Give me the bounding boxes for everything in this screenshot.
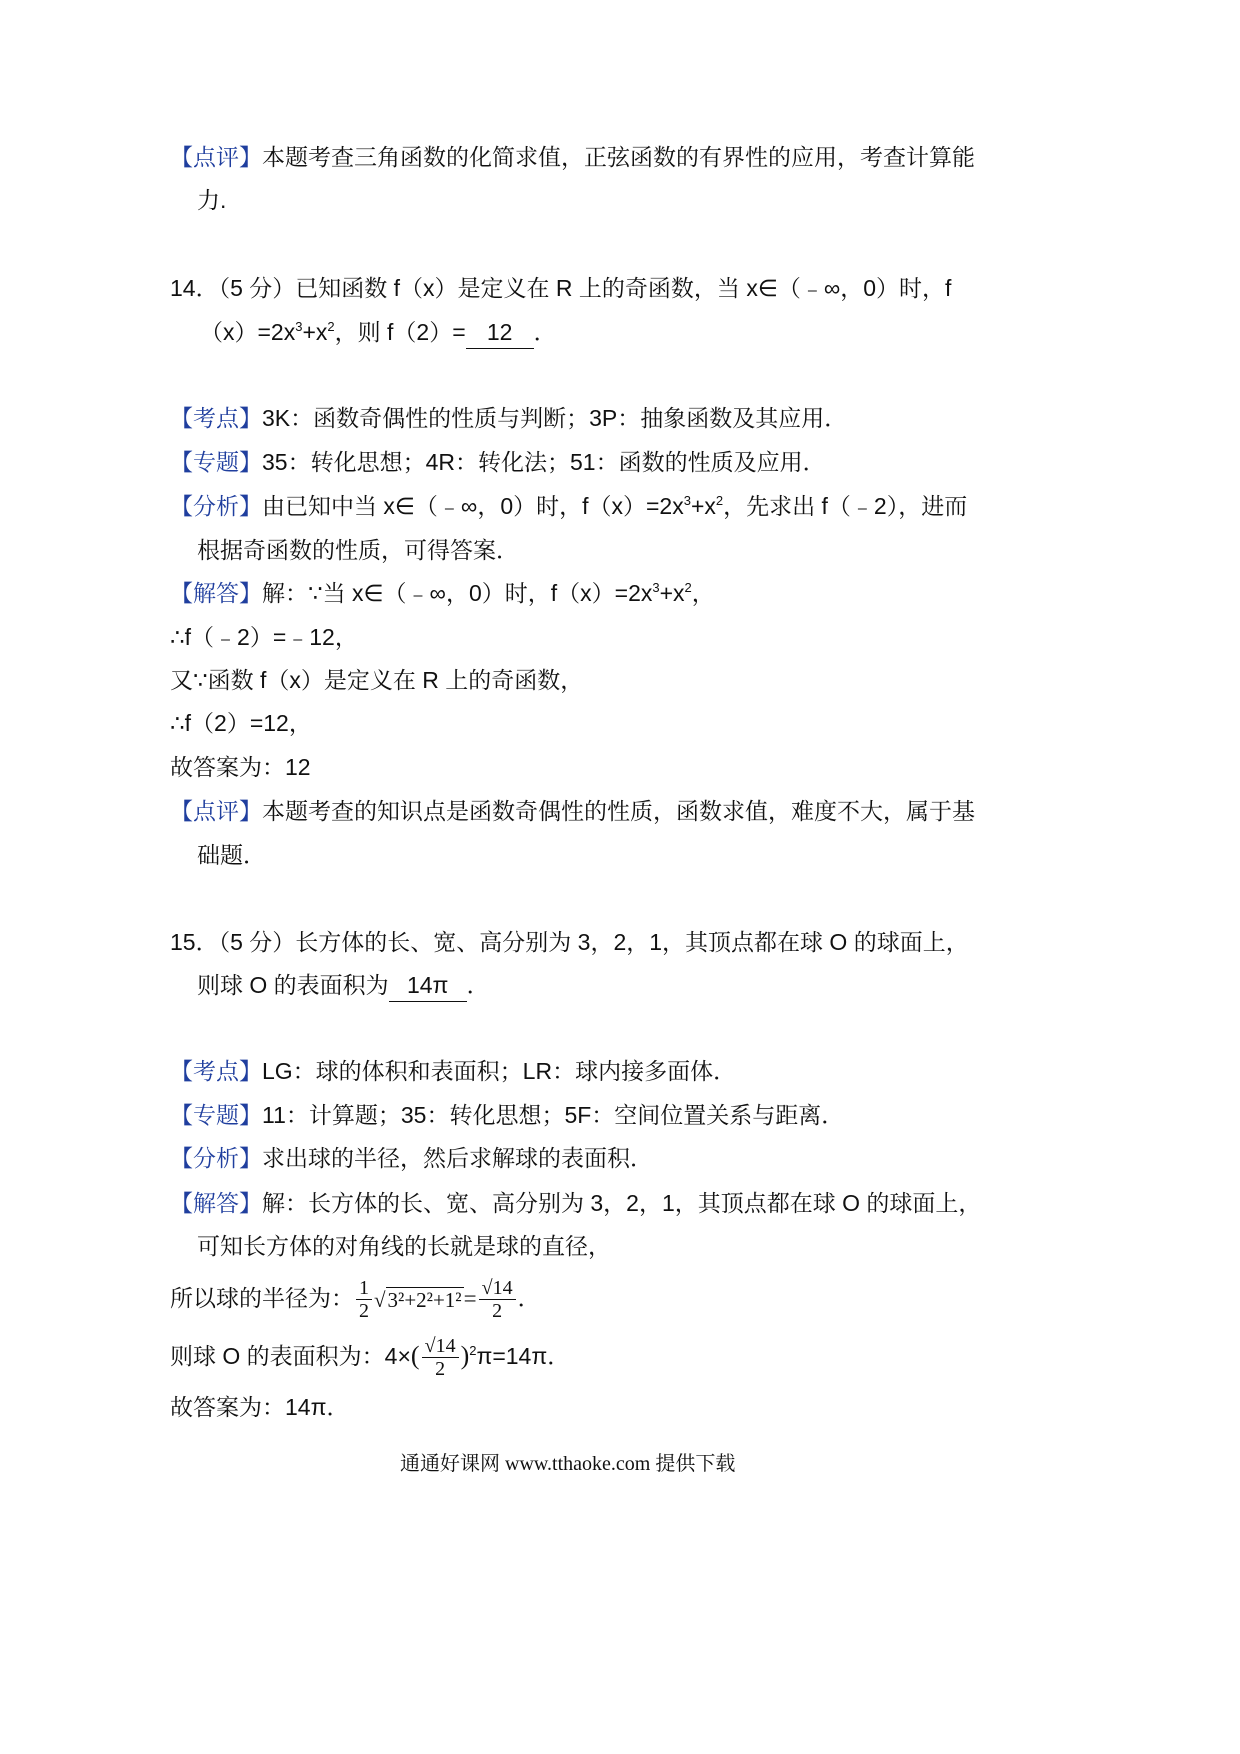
- q15-answer-blank: 14π: [389, 969, 467, 1002]
- q15-jieda-line2: 可知长方体的对角线的长就是球的直径，: [197, 1233, 611, 1259]
- zhuanti-tag: 【专题】: [170, 1102, 262, 1128]
- q14-dianping-line2: 础题．: [197, 842, 266, 868]
- kaodian-tag: 【考点】: [170, 1058, 262, 1084]
- fenxi-tag: 【分析】: [170, 1145, 262, 1171]
- q14-fenxi-line2: 根据奇函数的性质，可得答案．: [197, 537, 519, 563]
- review-tag: 【点评】: [170, 144, 262, 170]
- q14-step4: ∴f（2）=12，: [170, 710, 312, 736]
- q14-kaodian: 【考点】3K：函数奇偶性的性质与判断；3P：抽象函数及其应用．: [170, 405, 848, 431]
- q14-stem-line1: 14．（5 分）已知函数 f（x）是定义在 R 上的奇函数，当 x∈（﹣∞，0）时，f: [170, 275, 952, 301]
- review13-line2: 力.: [197, 187, 227, 213]
- q14-step2: ∴f（﹣2）=﹣12，: [170, 624, 358, 650]
- q14-answer-blank: 12: [466, 316, 534, 349]
- q15-kaodian: 【考点】LG：球的体积和表面积；LR：球内接多面体．: [170, 1058, 737, 1084]
- sqrt-expression: √3²+2²+1²: [374, 1287, 462, 1312]
- q14-step5: 故答案为：12: [170, 754, 311, 780]
- q14-stem-line2: $(x)=2x^3+x^2$，则 f（2）= 12 ．: [200, 316, 557, 349]
- q15-zhuanti: 【专题】11：计算题；35：转化思想；5F：空间位置关系与距离．: [170, 1102, 845, 1128]
- q15-stem-line2: 则球 O 的表面积为 14π ．: [197, 969, 490, 1002]
- fraction-half: $\frac{1}{2}$: [356, 1277, 372, 1322]
- dianping-tag: 【点评】: [170, 798, 262, 824]
- fraction-sqrt14-over-2: $\frac{√14}{2}$: [422, 1335, 459, 1380]
- review-text: 本题考查三角函数的化简求值，正弦函数的有界性的应用，考查计算能: [262, 144, 975, 170]
- q15-jieda-line1: 【解答】解：长方体的长、宽、高分别为 3，2，1，其顶点都在球 O 的球面上，: [170, 1190, 982, 1216]
- q15-radius-formula: 所以球的半径为： $\frac{1}{2}$ √3²+2²+1²= $\frac{√14}{2}$ ．: [170, 1272, 541, 1326]
- page-footer: 通通好课网 www.tthaoke.com 提供下载: [400, 1453, 736, 1475]
- jieda-tag: 【解答】: [170, 580, 262, 606]
- q14-jieda-line1: 【解答】解：∵当 x∈（﹣∞，0）时，$f(x)=2x^3+x^2$，: [170, 580, 715, 606]
- q15-fenxi: 【分析】求出球的半径，然后求解球的表面积．: [170, 1145, 653, 1171]
- q14-zhuanti: 【专题】35：转化思想；4R：转化法；51：函数的性质及应用．: [170, 449, 826, 475]
- q15-area-formula: 则球 O 的表面积为：4×( $\frac{√14}{2}$ )$^2$π=14π．: [170, 1335, 571, 1381]
- fenxi-tag: 【分析】: [170, 493, 262, 519]
- review13-line1: [170, 141, 975, 173]
- q14-fenxi-line1: 【分析】由已知中当 x∈（﹣∞，0）时，$f(x)=2x^3+x^2$，先求出 f（﹣2），进而: [170, 493, 968, 519]
- jieda-tag: 【解答】: [170, 1190, 262, 1216]
- q14-dianping-line1: 【点评】本题考查的知识点是函数奇偶性的性质，函数求值，难度不大，属于基: [170, 798, 975, 824]
- zhuanti-tag: 【专题】: [170, 449, 262, 475]
- q15-stem-line1: 15．（5 分）长方体的长、宽、高分别为 3，2，1，其顶点都在球 O 的球面上，: [170, 929, 969, 955]
- kaodian-tag: 【考点】: [170, 405, 262, 431]
- q14-step3: 又∵函数 f（x）是定义在 R 上的奇函数，: [170, 667, 584, 693]
- fraction-sqrt14-over-2: $\frac{√14}{2}$: [479, 1277, 516, 1322]
- q15-final: 故答案为：14π．: [170, 1394, 350, 1420]
